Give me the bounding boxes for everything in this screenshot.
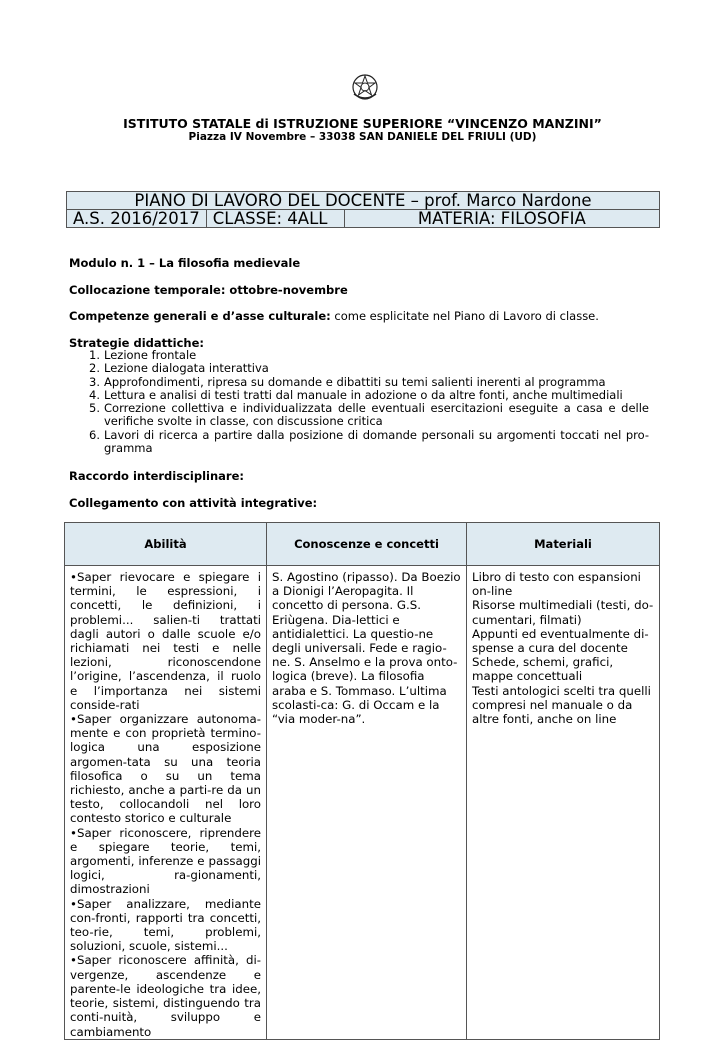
list-item: 6. Lavori di ricerca a partire dalla posizione di domande personali su argomenti toccati nel pro-gramma (89, 427, 649, 456)
header-conoscenze: Conoscenze e concetti (267, 523, 467, 566)
plan-title: PIANO DI LAVORO DEL DOCENTE – prof. Marco Nardone (67, 192, 660, 210)
competences (69, 309, 599, 323)
school-name: ISTITUTO STATALE di ISTRUZIONE SUPERIORE “VINCENZO MANZINI” (123, 116, 602, 131)
list-item: 2. Lezione dialogata interattiva (89, 361, 269, 376)
strategies-list (69, 349, 649, 455)
content-table (64, 522, 660, 1040)
conoscenze-cell: S. Agostino (ripasso). Da Boezio a Dionigi l’Aeropagita. Il concetto di persona. G.S. Eriùgena. Dia-lettici e antidialettici. La questio-ne degli universali. Fede e ragio-ne. S. Anselmo e la prova onto-logica (breve). La filosofia araba e S. Tommaso. L’ultima scolasti-ca: G. di Occam e la “via moder-na”. (267, 566, 467, 1040)
list-item: 5. Correzione collettiva e individualizzata delle eventuali esercitazioni eseguite a casa e delle verifiche svolte in classe, con discussione critica (89, 401, 649, 429)
plan-title-box (66, 191, 660, 228)
list-item: 3. Approfondimenti, ripresa su domande e dibattiti su temi salienti inerenti al programma (89, 374, 606, 389)
republic-emblem-icon (350, 72, 380, 102)
competences-label: Competenze generali e d’asse culturale: (69, 309, 331, 323)
competences-text: come esplicitate nel Piano di Lavoro di classe. (330, 309, 599, 323)
school-address: Piazza IV Novembre – 33038 SAN DANIELE DEL FRIULI (UD) (188, 131, 537, 143)
list-item: 1. Lezione frontale (89, 348, 197, 362)
module-title: Modulo n. 1 – La filosofia medievale (69, 256, 301, 270)
header-abilita: Abilità (65, 523, 267, 566)
timing: Collocazione temporale: ottobre-novembre (69, 283, 348, 297)
strategies-label: Strategie didattiche: (69, 336, 204, 350)
school-year: A.S. 2016/2017 (67, 210, 207, 228)
abilita-cell: •Saper rievocare e spiegare i termini, le espressioni, i concetti, le definizioni, i problemi... salien-ti trattati dagli autori o dalle scuole e/o richiamati nei testi e nelle lezioni, riconoscendone l’origine, l’ascendenza, il ruolo e l’importanza nei sistemi conside-rati •Saper organizzare autonoma-mente e con proprietà termino-logica una esposizione argomen-tata su una teoria filosofica o su un tema richiesto, anche a parti-re da un testo, collocandoli nel loro contesto storico e culturale •Saper riconoscere, riprendere e spiegare teorie, temi, argomenti, inferenze e passaggi logici, ra-gionamenti, dimostrazioni •Saper analizzare, mediante con-fronti, rapporti tra concetti, teo-rie, temi, problemi, soluzioni, scuole, sistemi... •Saper riconoscere affinità, di-vergenze, ascendenze e parente-le ideologiche tra idee, teorie, sistemi, distinguendo tra conti-nuità, sviluppo e cambiamento (65, 566, 267, 1040)
materiali-cell: Libro di testo con espansioni on-line Risorse multimediali (testi, do-cumentari, filmati) Appunti ed eventualmente di-spense a cura del docente Schede, schemi, grafici, mappe concettuali Testi antologici scelti tra quelli compresi nel manuale o da altre fonti, anche on line (467, 566, 660, 1040)
class-label: CLASSE: 4ALL (206, 210, 344, 228)
interdisciplinary-label: Raccordo interdisciplinare: (69, 469, 244, 483)
integrative-label: Collegamento con attività integrative: (69, 496, 318, 510)
subject-label: MATERIA: FILOSOFIA (344, 210, 659, 228)
header-materiali: Materiali (467, 523, 660, 566)
list-item: 4. Lettura e analisi di testi tratti dal manuale in adozione o da altre fonti, anche multimediali (89, 387, 623, 402)
